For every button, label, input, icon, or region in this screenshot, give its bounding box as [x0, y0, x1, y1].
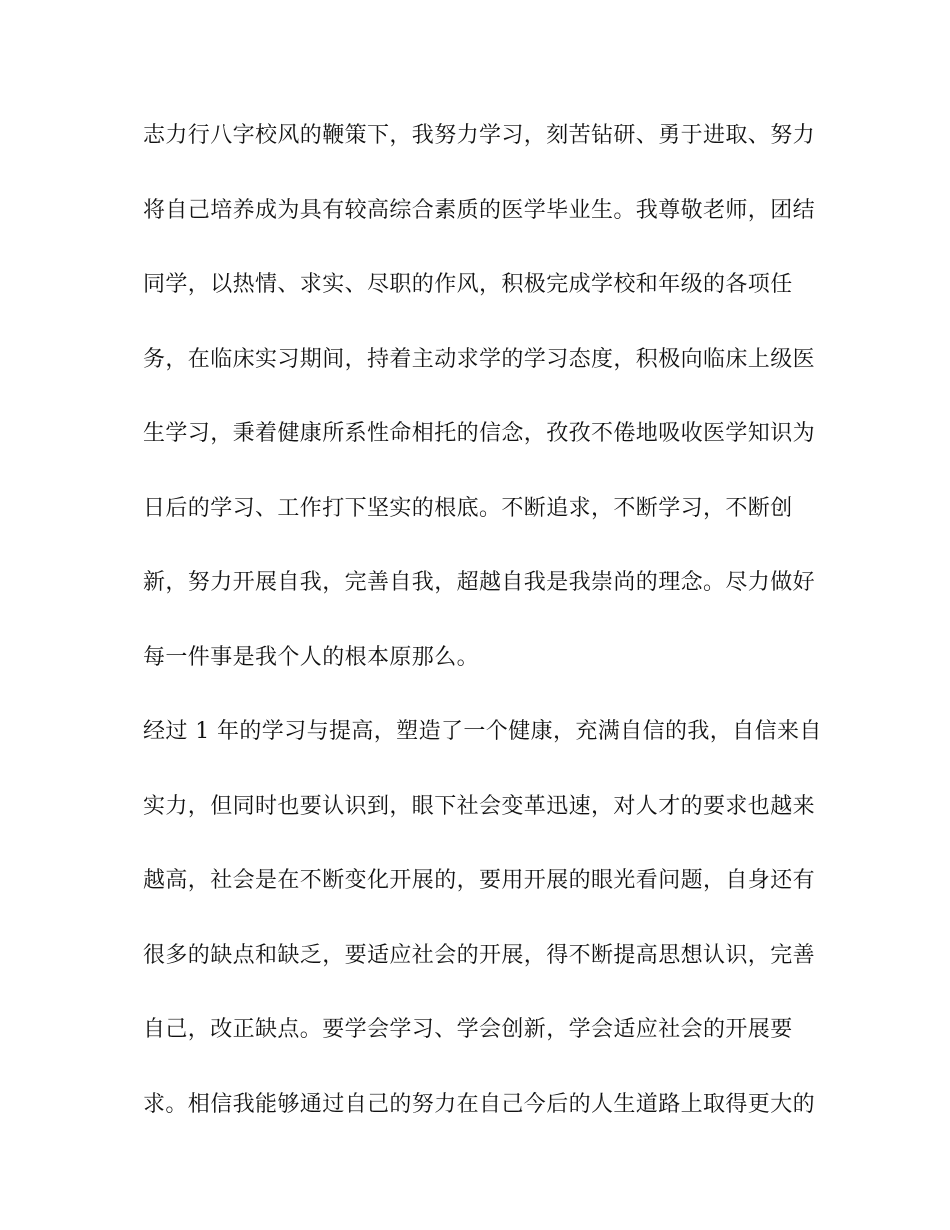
- text-line: 志力行八字校风的鞭策下，我努力学习，刻苦钻研、勇于进取、努力: [143, 123, 816, 148]
- text-line: 生学习，秉着健康所系性命相托的信念，孜孜不倦地吸收医学知识为: [143, 421, 816, 446]
- body-text: [143, 120, 822, 1163]
- text-line: 新，努力开展自我，完善自我，超越自我是我崇尚的理念。尽力做好: [143, 570, 816, 595]
- text-line: 自己，改正缺点。要学会学习、学会创新，学会适应社会的开展要: [143, 1017, 793, 1042]
- text-line: 很多的缺点和缺乏，要适应社会的开展，得不断提高思想认识，完善: [143, 942, 816, 968]
- text-line: 越高，社会是在不断变化开展的，要用开展的眼光看问题，自身还有: [143, 868, 816, 893]
- text-line: 实力，但同时也要认识到，眼下社会变革迅速，对人才的要求也越来: [143, 793, 816, 819]
- text-line: 同学，以热情、求实、尽职的作风，积极完成学校和年级的各项任: [143, 272, 793, 297]
- text-line: 将自己培养成为具有较高综合素质的医学毕业生。我尊敬老师，团结: [143, 197, 816, 223]
- text-line: 务，在临床实习期间，持着主动求学的学习态度，积极向临床上级医: [143, 346, 816, 372]
- text-line: 日后的学习、工作打下坚实的根底。不断追求，不断学习，不断创: [143, 495, 793, 521]
- text-line: 每一件事是我个人的根本原那么。: [143, 644, 480, 670]
- text-line: 求。相信我能够通过自己的努力在自己今后的人生道路上取得更大的: [143, 1091, 816, 1117]
- text-line: 经过 1 年的学习与提高，塑造了一个健康，充满自信的我，自信来自: [143, 719, 822, 744]
